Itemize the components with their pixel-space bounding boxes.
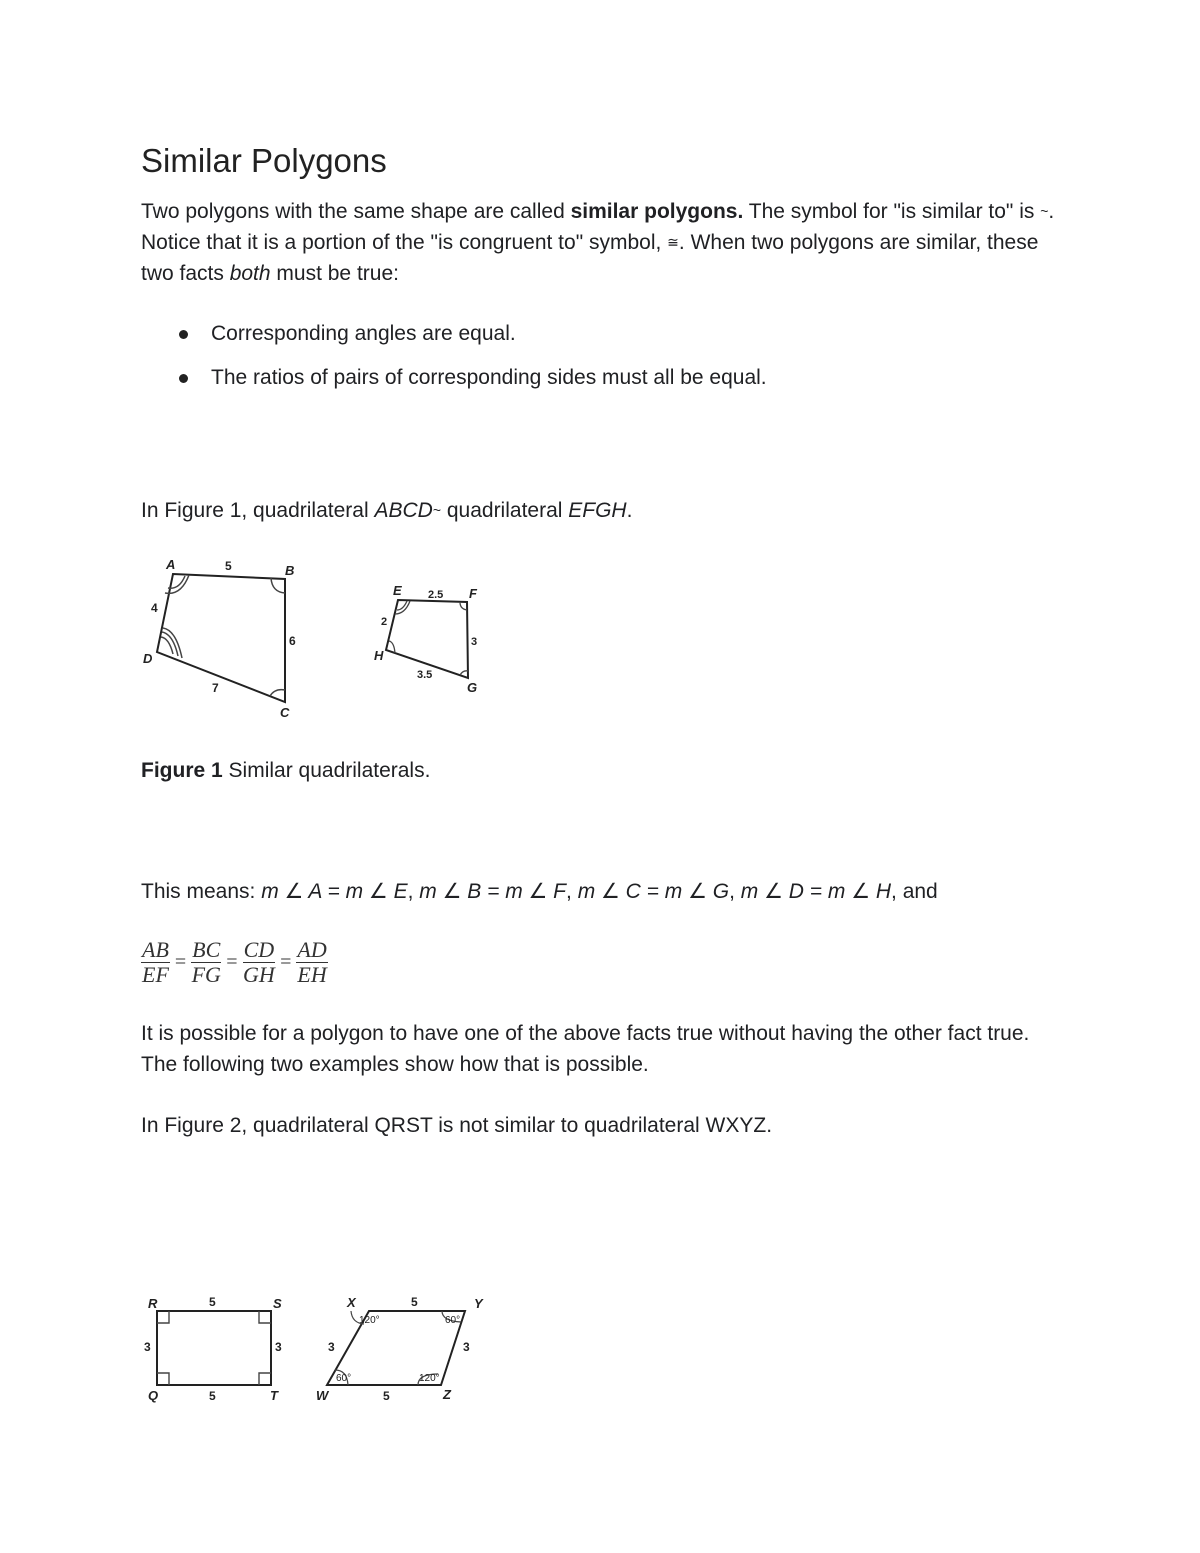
vertex-label-x: X <box>347 1295 356 1310</box>
term-similar-polygons: similar polygons. <box>570 200 744 223</box>
figure1-caption: Figure 1 Similar quadrilaterals. <box>141 759 431 782</box>
vertex-label-d: D <box>143 651 153 666</box>
ratio-ab-ef: $\frac{AB}{EF}$ <box>142 936 169 987</box>
vertex-label-h: H <box>374 648 384 663</box>
angle-equalities: This means: m ∠ A = m ∠ E, m ∠ B = m ∠ F, m ∠ C = m ∠ G, m ∠ D = m ∠ H, and <box>141 880 938 903</box>
rectangle-qrst <box>144 1295 282 1403</box>
side-qr-length: 3 <box>144 1340 151 1354</box>
side-fg-length: 3 <box>471 636 478 648</box>
vertex-label-b: B <box>285 563 295 578</box>
page-title: Similar Polygons <box>141 142 387 179</box>
vertex-label-f: F <box>469 586 477 601</box>
side-da-length: 4 <box>151 601 158 615</box>
quadrilateral-efgh <box>374 583 478 695</box>
list-item: Corresponding angles are equal. <box>141 318 767 362</box>
figure1-quadrilaterals <box>135 550 495 730</box>
facts-list <box>141 318 767 406</box>
side-st-length: 3 <box>275 1340 282 1354</box>
vertex-label-c: C <box>280 705 290 720</box>
ratio-ad-eh: $\frac{AD}{EH}$ <box>297 936 327 987</box>
side-rs-length: 5 <box>209 1295 216 1309</box>
side-cd-length: 7 <box>212 681 219 695</box>
figure1-intro: In Figure 1, quadrilateral ABCD~ quadrilateral EFGH. <box>141 499 633 522</box>
angle-y-label: 60° <box>445 1315 461 1326</box>
side-wx-length: 3 <box>328 1340 335 1354</box>
vertex-label-e: E <box>393 583 402 598</box>
similar-symbol: ~ <box>1040 203 1049 219</box>
side-bc-length: 6 <box>289 634 296 648</box>
list-item: The ratios of pairs of corresponding sides must all be equal. <box>141 362 767 406</box>
quadrilateral-abcd <box>143 557 296 720</box>
figure2-quadrilaterals <box>135 1288 505 1413</box>
angle-x-label: 120° <box>359 1315 380 1326</box>
side-tq-length: 5 <box>209 1389 216 1403</box>
side-ratio-equation: $\frac{AB}{EF}$ = $\frac{BC}{FG}$ = $\frac{CD}{GH}$ = $\frac{AD}{EH}$ <box>142 936 327 987</box>
vertex-label-q: Q <box>148 1388 159 1403</box>
vertex-label-g: G <box>467 680 478 695</box>
side-gh-length: 3.5 <box>417 669 433 681</box>
ratio-bc-fg: $\frac{BC}{FG}$ <box>191 936 221 987</box>
vertex-label-s: S <box>273 1296 282 1311</box>
possible-paragraph: It is possible for a polygon to have one of the above facts true without having the other fact true. The following two examples show how that is possible. <box>141 1022 1030 1076</box>
side-ef-length: 2.5 <box>428 589 444 601</box>
angle-w-label: 60° <box>336 1373 352 1384</box>
ratio-cd-gh: $\frac{CD}{GH}$ <box>242 936 275 987</box>
vertex-label-r: R <box>148 1296 158 1311</box>
figure2-intro: In Figure 2, quadrilateral QRST is not similar to quadrilateral WXYZ. <box>141 1114 773 1137</box>
bullet-icon <box>179 374 188 383</box>
bullet-icon <box>179 330 188 339</box>
parallelogram-wxyz <box>316 1295 484 1403</box>
congruent-symbol: ≅ <box>667 234 679 250</box>
side-he-length: 2 <box>381 616 388 628</box>
side-zw-length: 5 <box>383 1389 390 1403</box>
vertex-label-a: A <box>166 557 176 572</box>
side-ab-length: 5 <box>225 559 232 573</box>
side-yz-length: 3 <box>463 1340 470 1354</box>
intro-paragraph: Two polygons with the same shape are called similar polygons. The symbol for "is similar to" is ~. Notice that it is a portion of the "is congruent to" symbol, ≅. When two polygons are similar, these two facts both must be true: <box>141 200 1055 285</box>
side-xy-length: 5 <box>411 1295 418 1309</box>
vertex-label-t: T <box>270 1388 278 1403</box>
vertex-label-w: W <box>316 1388 329 1403</box>
vertex-label-z: Z <box>443 1387 451 1402</box>
angle-z-label: 120° <box>419 1373 440 1384</box>
vertex-label-y: Y <box>474 1296 483 1311</box>
